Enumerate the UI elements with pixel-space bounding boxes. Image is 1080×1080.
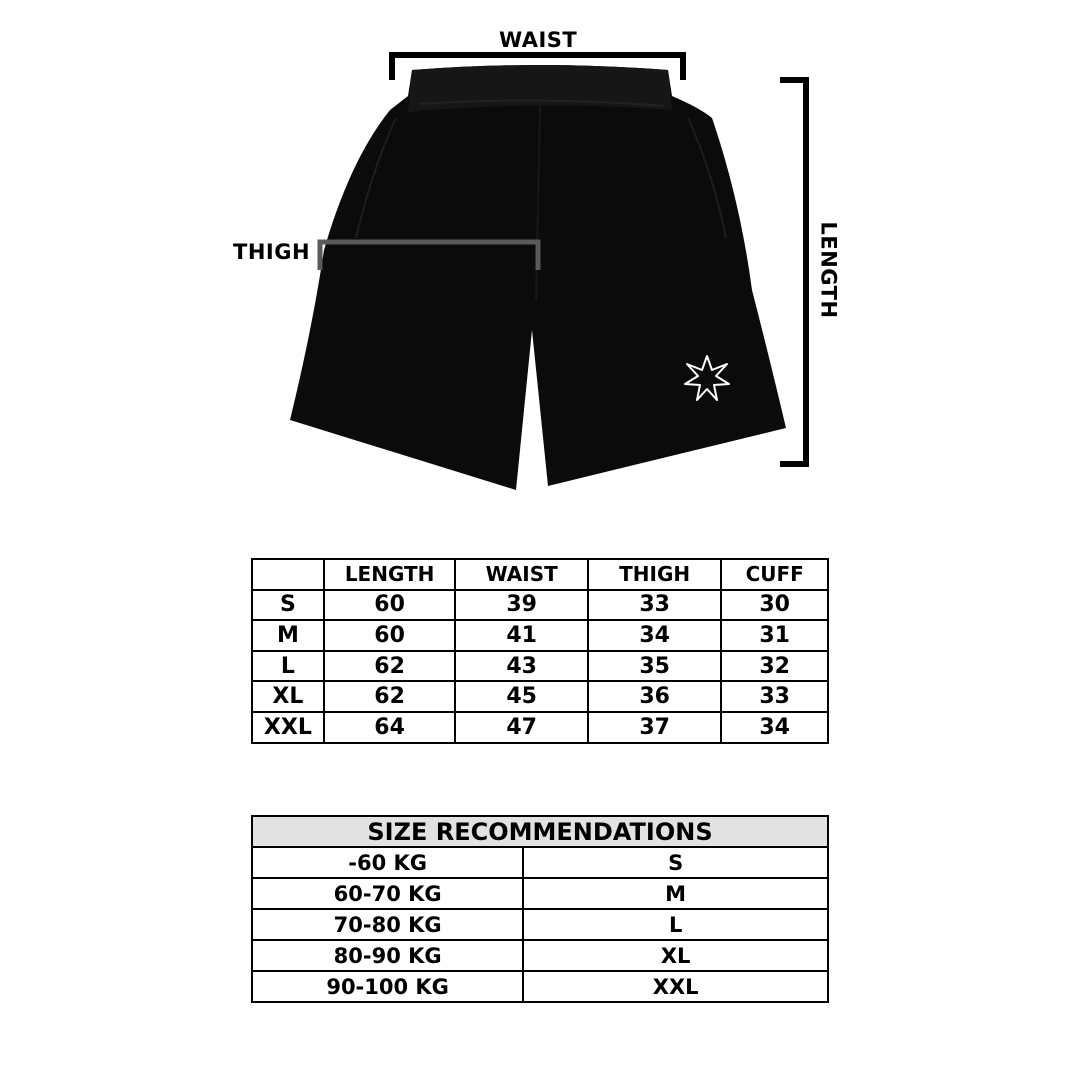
table-row [252,681,828,712]
shorts-diagram [0,0,1080,520]
recommendations-title: SIZE RECOMMENDATIONS [252,816,828,847]
size-recommendations-table [251,815,829,1003]
waist-cell: 41 [455,620,587,651]
cuff-cell: 30 [721,590,828,621]
cuff-cell: 32 [721,651,828,682]
waist-cell: 45 [455,681,587,712]
shorts-illustration [290,65,786,490]
recommended-size-cell: XL [523,940,828,971]
thigh-cell: 34 [588,620,721,651]
length-cell: 62 [324,651,456,682]
length-label: LENGTH [816,221,841,319]
recommended-size-cell: S [523,847,828,878]
waist-cell: 47 [455,712,587,743]
thigh-cell: 36 [588,681,721,712]
table-row [252,909,828,940]
size-chart-corner-cell [252,559,324,590]
table-row [252,878,828,909]
recommended-size-cell: L [523,909,828,940]
waist-label: WAIST [499,28,578,52]
length-cell: 60 [324,590,456,621]
table-row [252,620,828,651]
size-cell: XXL [252,712,324,743]
size-cell: S [252,590,324,621]
table-row [252,651,828,682]
weight-range-cell: 90-100 KG [252,971,523,1002]
table-row [252,940,828,971]
length-cell: 60 [324,620,456,651]
size-chart-header-row [252,559,828,590]
size-cell: L [252,651,324,682]
weight-range-cell: 70-80 KG [252,909,523,940]
length-cell: 64 [324,712,456,743]
table-row [252,971,828,1002]
weight-range-cell: 80-90 KG [252,940,523,971]
table-row [252,712,828,743]
length-bracket [780,80,806,464]
column-header-length: LENGTH [324,559,456,590]
cuff-cell: 33 [721,681,828,712]
column-header-thigh: THIGH [588,559,721,590]
recommended-size-cell: M [523,878,828,909]
cuff-cell: 34 [721,712,828,743]
table-row [252,590,828,621]
waist-cell: 39 [455,590,587,621]
cuff-cell: 31 [721,620,828,651]
column-header-cuff: CUFF [721,559,828,590]
recommendations-header-row [252,816,828,847]
size-chart-table [251,558,829,744]
weight-range-cell: 60-70 KG [252,878,523,909]
size-cell: XL [252,681,324,712]
waist-cell: 43 [455,651,587,682]
thigh-cell: 35 [588,651,721,682]
size-cell: M [252,620,324,651]
thigh-label: THIGH [233,240,311,264]
column-header-waist: WAIST [455,559,587,590]
thigh-cell: 37 [588,712,721,743]
length-cell: 62 [324,681,456,712]
weight-range-cell: -60 KG [252,847,523,878]
table-row [252,847,828,878]
recommended-size-cell: XXL [523,971,828,1002]
thigh-cell: 33 [588,590,721,621]
